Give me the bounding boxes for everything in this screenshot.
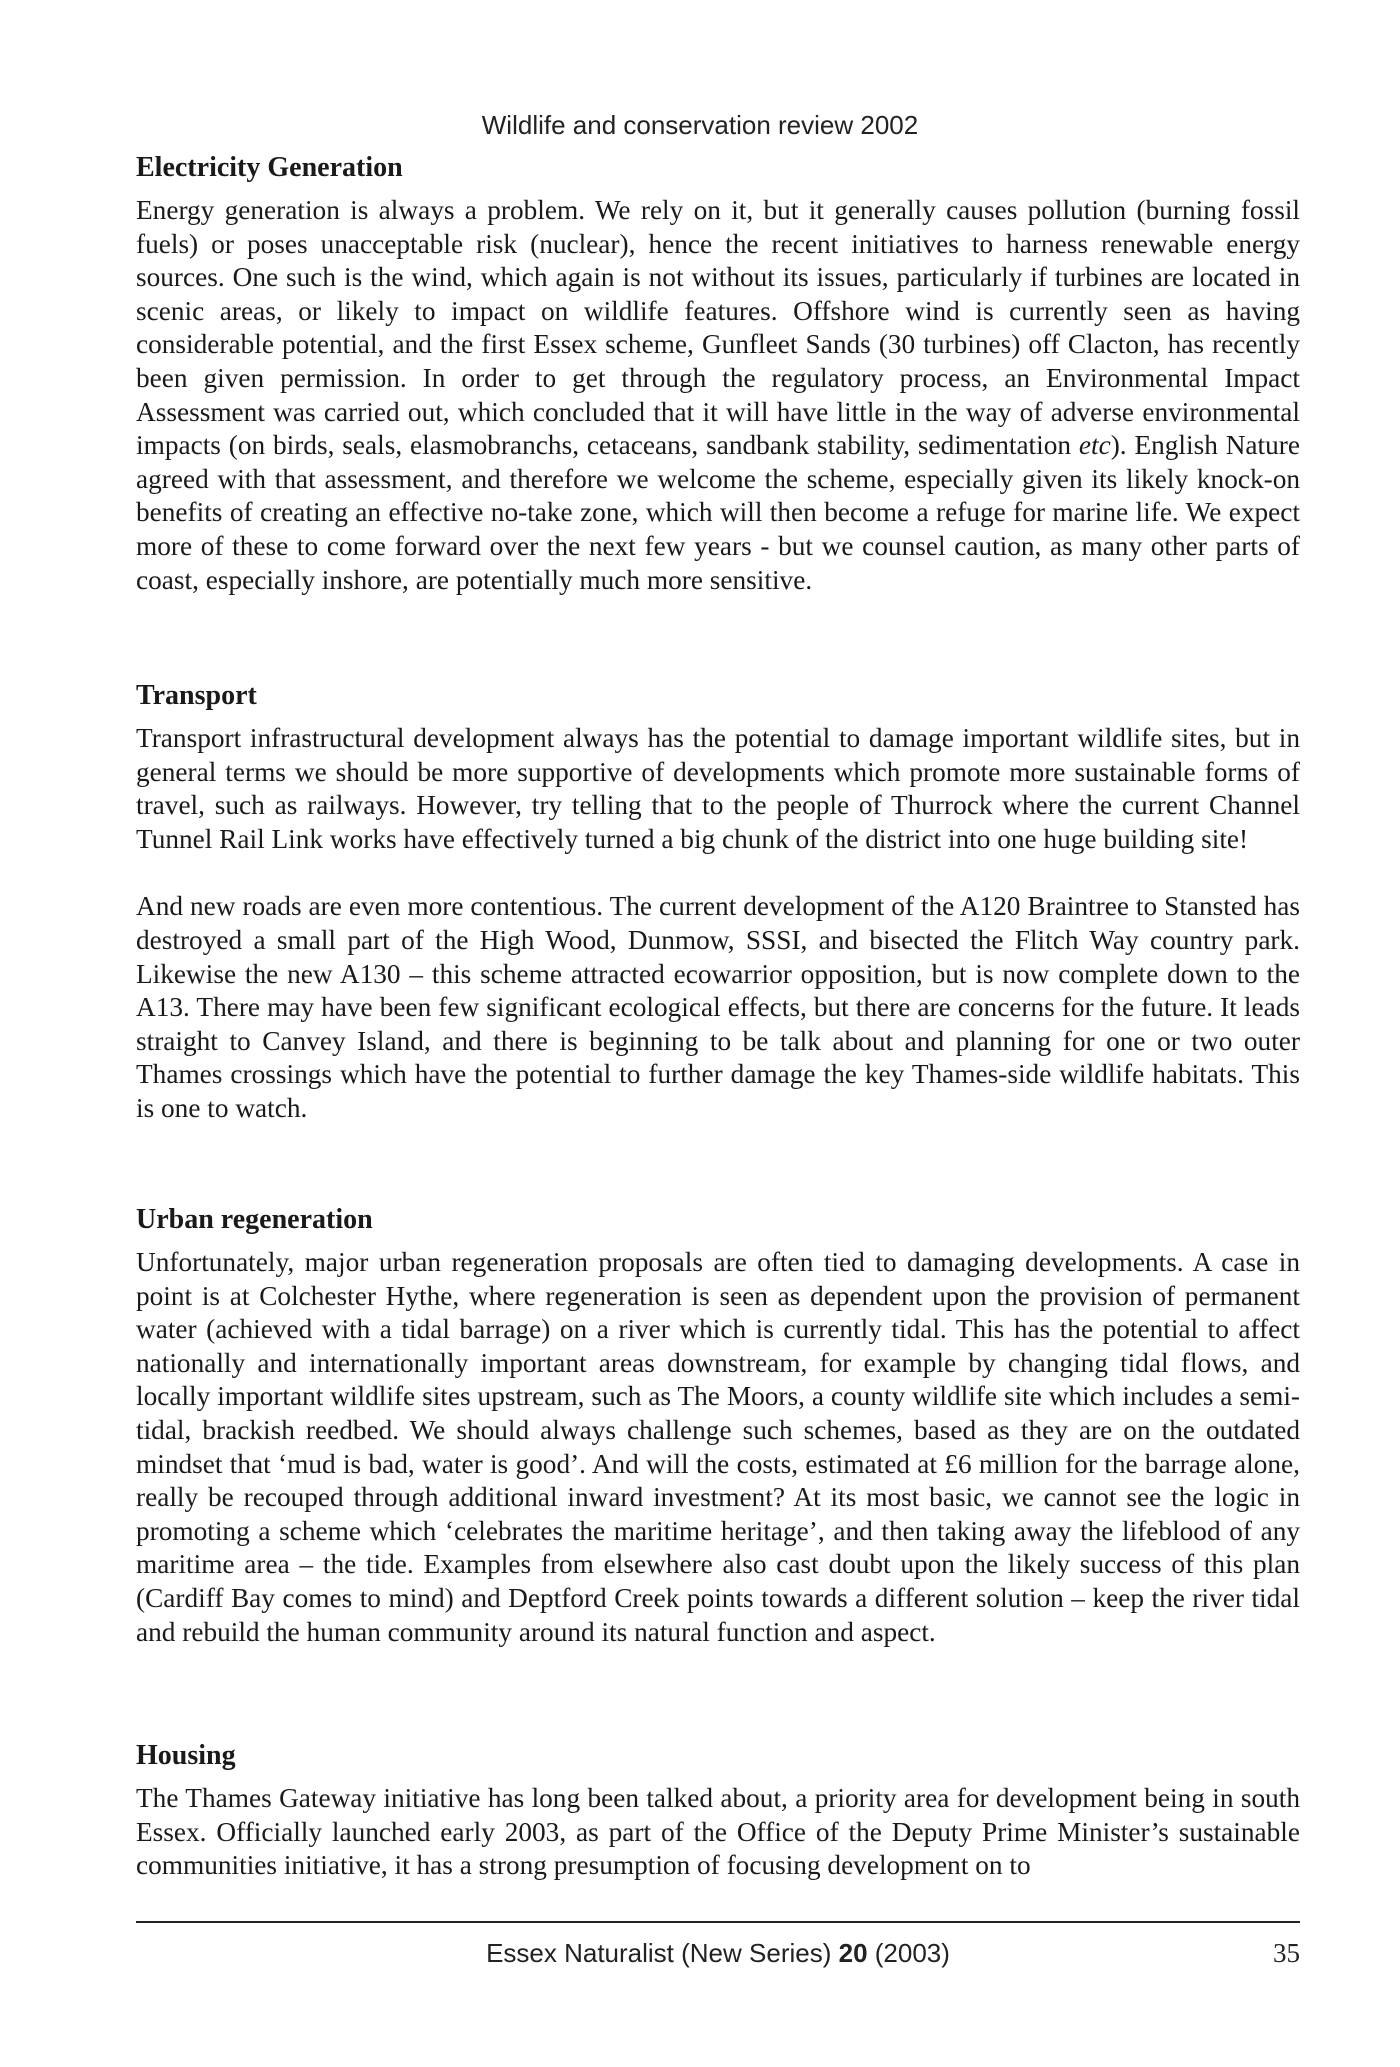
footer-rule	[136, 1921, 1300, 1923]
section-housing	[136, 1738, 1300, 1883]
journal-volume: 20	[838, 1938, 868, 1968]
page-footer	[136, 1938, 1300, 1978]
section-heading: Transport	[136, 680, 257, 711]
body-paragraph: Transport infrastructural development always has the potential to damage important wildlife sites, but in general terms we should be more supportive of developments which promote more sustainable forms of travel, such as railways. However, try telling that to the people of Thurrock where the current Channel Tunnel Rail Link works have effectively turned a big chunk of the district into one huge building site!	[136, 723, 1300, 854]
journal-year: (2003)	[867, 1938, 950, 1968]
running-head: Wildlife and conservation review 2002	[481, 110, 919, 140]
body-paragraph: And new roads are even more contentious. The current development of the A120 Braintree to Stansted has destroyed a small part of the High Wood, Dunmow, SSSI, and bisected the Flitch Way country park. Likewise the new A130 – this scheme attracted ecowarrior opposition, but is now complete down to the A13. There may have been few significant ecological effects, but there are concerns for the future. It leads straight to Canvey Island, and there is beginning to be talk about and planning for one or two outer Thames crossings which have the potential to further damage the key Thames-side wildlife habitats. This is one to watch.	[136, 891, 1300, 1123]
page-number: 35	[1273, 1938, 1300, 1968]
paragraph-text: ). English Nature agreed with that assessment, and therefore we welcome the scheme, especially given its likely knock-on benefits of creating an effective no-take zone, which will then become a refuge for marine life. We expect more of these to come forward over the next few years - but we counsel caution, as many other parts of coast, especially inshore, are potentially much more sensitive.	[136, 430, 1300, 595]
journal-name: Essex Naturalist (New Series)	[486, 1938, 839, 1968]
section-heading: Electricity Generation	[136, 152, 403, 183]
body-paragraph: Unfortunately, major urban regeneration proposals are often tied to damaging developments. A case in point is at Colchester Hythe, where regeneration is seen as dependent upon the provision of permanent water (achieved with a tidal barrage) on a river which is currently tidal. This has the potential to affect nationally and internationally important areas downstream, for example by changing tidal flows, and locally important wildlife sites upstream, such as The Moors, a county wildlife site which includes a semi-tidal, brackish reedbed. We should always challenge such schemes, based as they are on the outdated mindset that ‘mud is bad, water is good’. And will the costs, estimated at £6 million for the barrage alone, really be recouped through additional inward investment? At its most basic, we cannot see the logic in promoting a scheme which ‘celebrates the maritime heritage’, and then taking away the lifeblood of any maritime area – the tide. Examples from elsewhere also cast doubt upon the likely success of this plan (Cardiff Bay comes to mind) and Deptford Creek points towards a different solution – keep the river tidal and rebuild the human community around its natural function and aspect.	[136, 1247, 1300, 1647]
section-heading: Housing	[136, 1740, 236, 1771]
journal-citation	[136, 1938, 1300, 1969]
section-heading: Urban regeneration	[136, 1204, 373, 1235]
body-paragraph	[136, 194, 1300, 597]
section-urban-regeneration	[136, 1202, 1300, 1649]
section-transport	[136, 678, 1300, 1126]
italic-text: etc	[1078, 430, 1111, 461]
body-paragraph: The Thames Gateway initiative has long been talked about, a priority area for development being in south Essex. Officially launched early 2003, as part of the Office of the Deputy Prime Minister’s sustainable communities initiative, it has a strong presumption of focusing development on to	[136, 1783, 1300, 1881]
paragraph-text: Energy generation is always a problem. We rely on it, but it generally causes pollution (burning fossil fuels) or poses unacceptable risk (nuclear), hence the recent initiatives to harness renewable energy sources. One such is the wind, which again is not without its issues, particularly if turbines are located in scenic areas, or likely to impact on wildlife features. Offshore wind is currently seen as having considerable potential, and the first Essex scheme, Gunfleet Sands (30 turbines) off Clacton, has recently been given permission. In order to get through the regulatory process, an Environmental Impact Assessment was carried out, which concluded that it will have little in the way of adverse environmental impacts (on birds, seals, elasmobranchs, cetaceans, sandbank stability, sedimentation	[136, 195, 1300, 461]
section-electricity-generation	[136, 150, 1300, 597]
